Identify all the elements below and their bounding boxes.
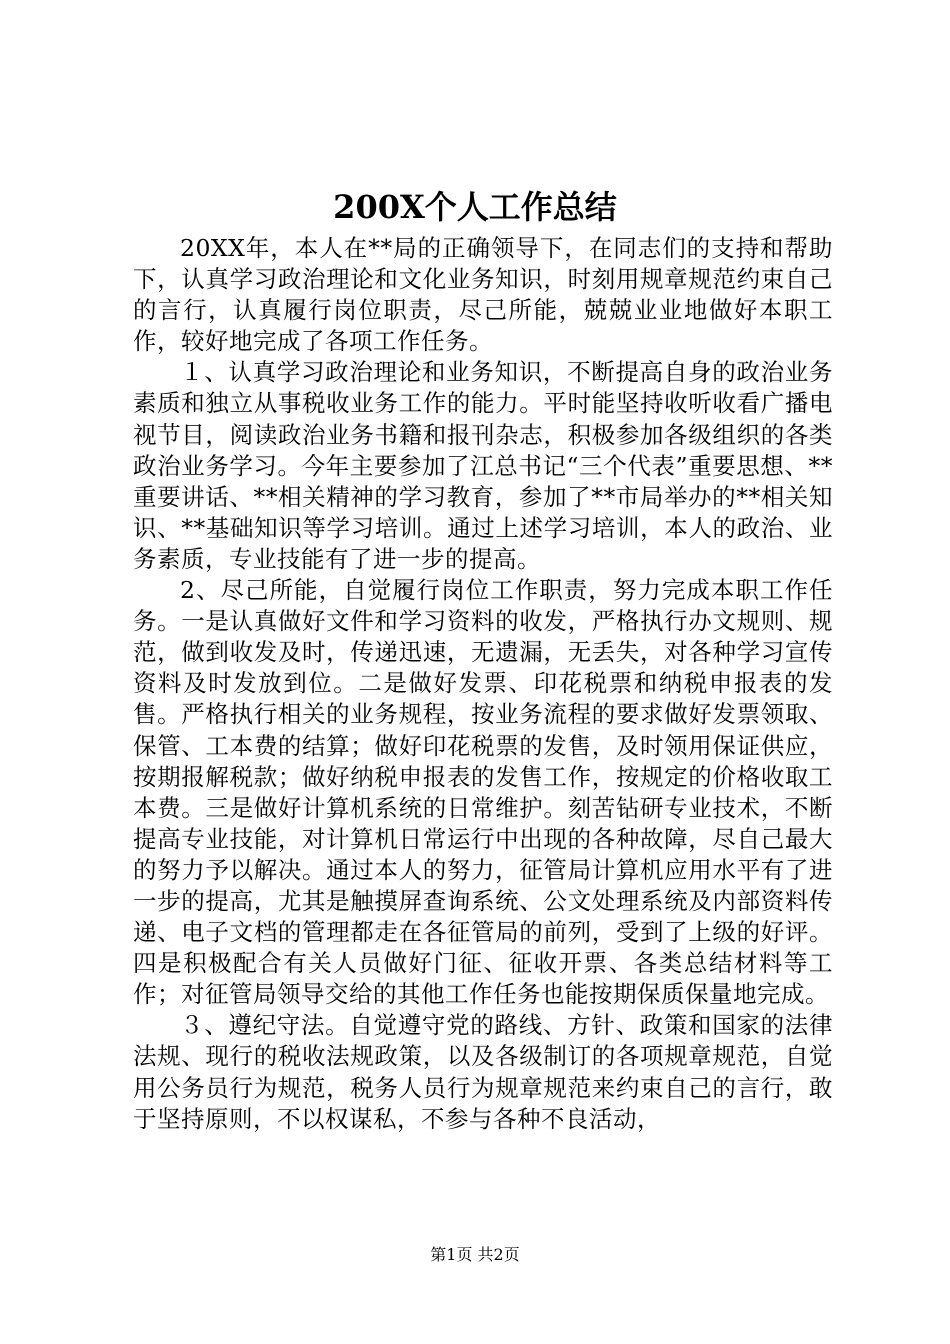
paragraph-study: １、认真学习政治理论和业务知识，不断提高自身的政治业务素质和独立从事税收业务工作的能力。平时能坚持收听收看广播电视节目，阅读政治业务书籍和报刊杂志，积极参加各级组织的各类政治业务学习。今年主要参加了江总书记“三个代表”重要思想、**重要讲话、**相关精神的学习教育，参加了**市局举办的**相关知识、**基础知识等学习培训。通过上述学习培训，本人的政治、业务素质，专业技能有了进一步的提高。 <box>133 358 833 573</box>
page-number-footer: 第1页 共2页 <box>430 1245 520 1264</box>
paragraph-discipline: ３、遵纪守法。自觉遵守党的路线、方针、政策和国家的法律法规、现行的税收法规政策，以及各级制订的各项规章规范，自觉用公务员行为规范，税务人员行为规章规范来约束自己的言行，敢于坚持原则，不以权谋私，不参与各种不良活动， <box>133 1011 833 1133</box>
document-body <box>133 233 833 1135</box>
paragraph-duties: 2、尽己所能，自觉履行岗位工作职责，努力完成本职工作任务。一是认真做好文件和学习资料的收发，严格执行办文规则、规范，做到收发及时，传递迅速，无遗漏，无丢失，对各种学习宣传资料及时发放到位。二是做好发票、印花税票和纳税申报表的发售。严格执行相关的业务规程，按业务流程的要求做好发票领取、保管、工本费的结算；做好印花税票的发售，及时领用保证供应，按期报解税款；做好纳税申报表的发售工作，按规定的价格收取工本费。三是做好计算机系统的日常维护。刻苦钻研专业技术，不断提高专业技能，对计算机日常运行中出现的各种故障，尽自己最大的努力予以解决。通过本人的努力，征管局计算机应用水平有了进一步的提高，尤其是触摸屏查询系统、公文处理系统及内部资料传递、电子文档的管理都走在各征管局的前列，受到了上级的好评。四是积极配合有关人员做好门征、征收开票、各类总结材料等工作；对征管局领导交给的其他工作任务也能按期保质保量地完成。 <box>133 576 833 1009</box>
document-title: 200X个人工作总结 <box>333 188 617 226</box>
paragraph-intro: 20XX年，本人在**局的正确领导下，在同志们的支持和帮助下，认真学习政治理论和文化业务知识，时刻用规章规范约束自己的言行，认真履行岗位职责，尽己所能，兢兢业业地做好本职工作，较好地完成了各项工作任务。 <box>133 234 833 356</box>
